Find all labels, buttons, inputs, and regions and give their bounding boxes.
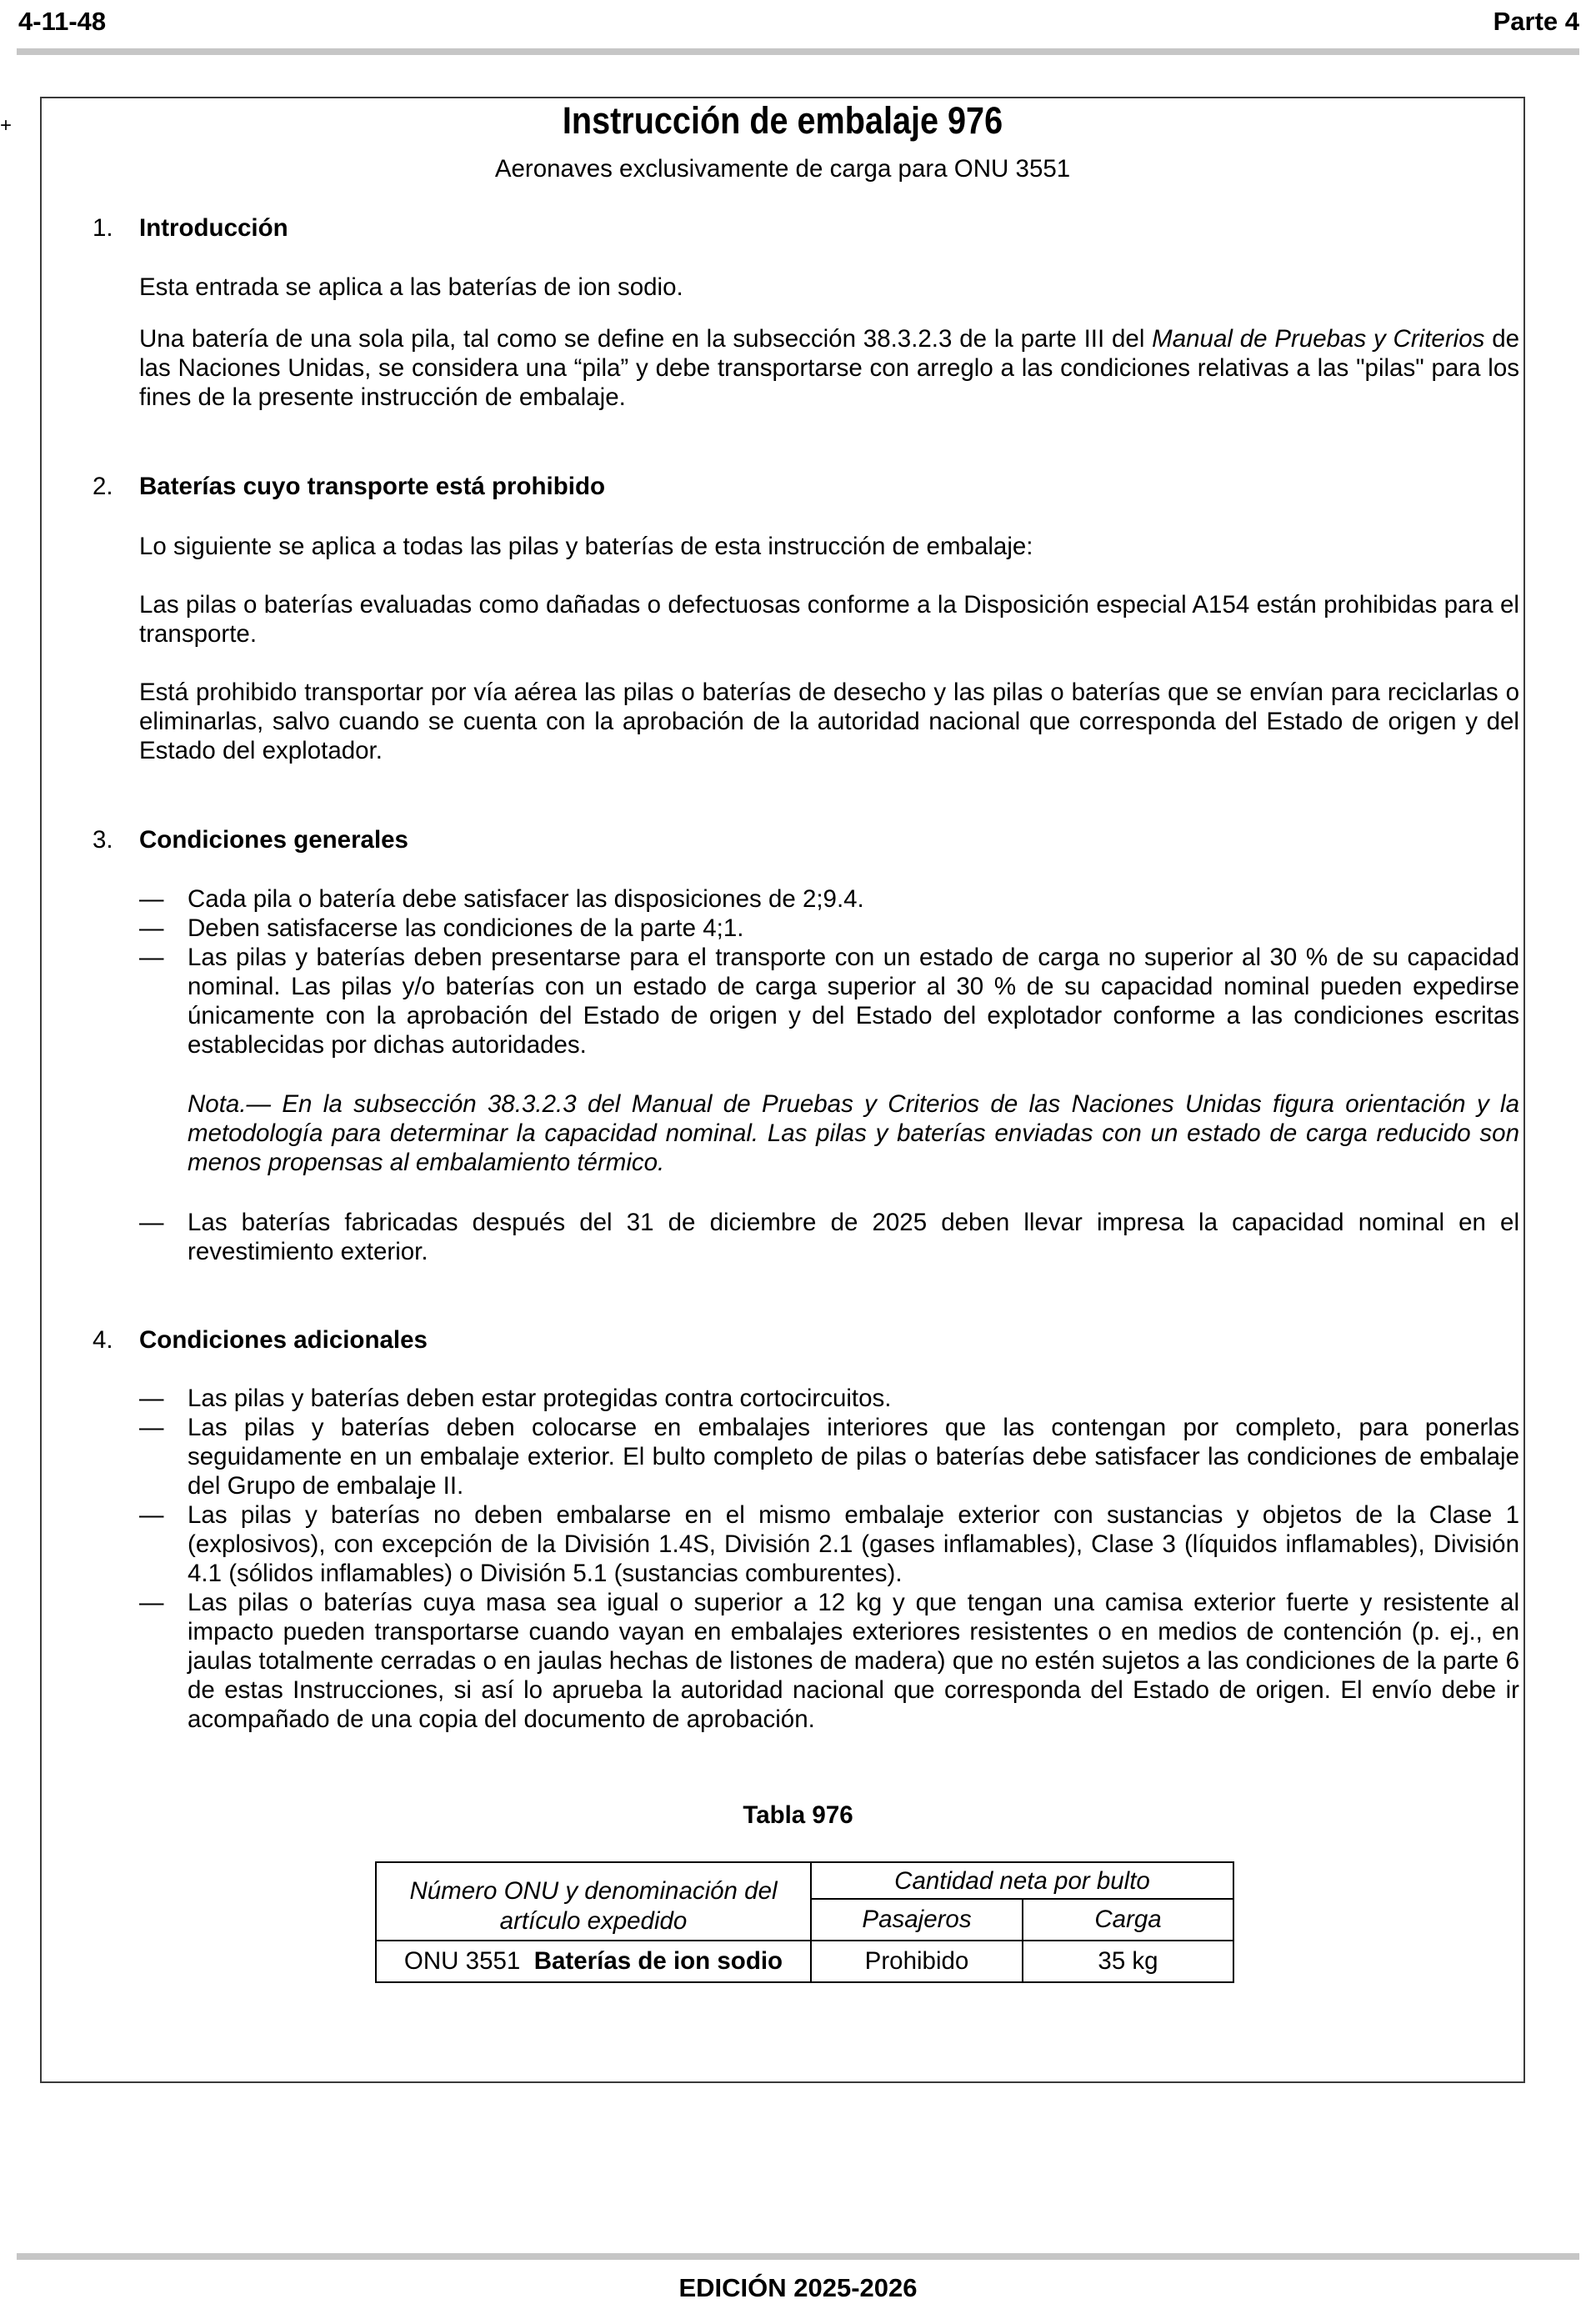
section-1-paragraph-1: Esta entrada se aplica a las baterías de ion sodio. [139, 273, 683, 301]
dash: — [139, 944, 164, 971]
un-number: ONU 3551 [403, 1947, 521, 1975]
section-1-number: 1. [93, 214, 113, 242]
edition-footer: EDICIÓN 2025-2026 [678, 2273, 918, 2302]
list-item [139, 914, 1519, 943]
part-label: Parte 4 [1493, 7, 1579, 36]
dash: — [139, 1414, 164, 1441]
proper-shipping-name: Baterías de ion sodio [533, 1947, 783, 1975]
manual-title: Manual de Pruebas y Criterios [1152, 325, 1485, 353]
list-item-text: Las pilas y baterías deben estar protegidas contra cortocircuitos. [188, 1385, 892, 1412]
table-row [376, 1941, 1233, 1982]
dash: — [139, 885, 164, 913]
section-2-title: Baterías cuyo transporte está prohibido [139, 473, 605, 500]
col-header-un-number: Número ONU y denominación del artículo expedido [376, 1862, 811, 1941]
paragraph-text: Una batería de una sola pila, tal como se define en la subsección 38.3.2.3 de la parte III del [139, 325, 1153, 353]
list-item [139, 1500, 1519, 1588]
table-cell-entry [376, 1941, 811, 1982]
col-header-cargo: Carga [1023, 1899, 1233, 1941]
list-item-text: Las baterías fabricadas después del 31 de diciembre de 2025 deben llevar impresa la capacidad nominal en el revestimiento exterior. [188, 1209, 1519, 1265]
list-item [139, 1413, 1519, 1500]
group-header-net-quantity: Cantidad neta por bulto [811, 1862, 1233, 1899]
dash: — [139, 1589, 164, 1616]
col-header-passengers: Pasajeros [811, 1899, 1023, 1941]
list-item [139, 1588, 1519, 1734]
footer-rule [17, 2253, 1579, 2260]
dash: — [139, 1385, 164, 1412]
margin-mark: + [0, 114, 13, 137]
section-2-number: 2. [93, 473, 113, 500]
packing-table [375, 1861, 1234, 1983]
section-3-title: Condiciones generales [139, 826, 408, 854]
page-title: Instrucción de embalaje 976 [562, 99, 1003, 142]
list-item-text: Las pilas y baterías deben colocarse en embalajes interiores que las contengan por completo, para ponerlas seguidamente en un embalaje exterior. El bulto completo de pilas o baterías debe satisfacer las condiciones de embalaje del Grupo de embalaje II. [188, 1414, 1519, 1500]
dash: — [139, 1501, 164, 1529]
section-3-number: 3. [93, 826, 113, 854]
section-2-paragraph-2: Las pilas o baterías evaluadas como dañadas o defectuosas conforme a la Disposición especial A154 están prohibidas para el transporte. [139, 591, 1519, 648]
dash: — [139, 914, 164, 942]
dash: — [139, 1209, 164, 1236]
page-subtitle: Aeronaves exclusivamente de carga para ONU 3551 [494, 155, 1071, 183]
list-item [139, 943, 1519, 1059]
list-item-text: Las pilas y baterías no deben embalarse en el mismo embalaje exterior con sustancias y objetos de la Clase 1 (explosivos), con excepción de la División 1.4S, División 2.1 (gases inflamables), Clase 3 (líquidos inflamables), División 4.1 (sólidos inflamables) o División 5.1 (sustancias comburentes). [188, 1501, 1519, 1587]
list-item [139, 884, 1519, 914]
section-4-title: Condiciones adicionales [139, 1326, 428, 1354]
section-2-paragraph-1: Lo siguiente se aplica a todas las pilas y baterías de esta instrucción de embalaje: [139, 533, 1033, 560]
header-rule [17, 48, 1579, 55]
list-item-text: Las pilas o baterías cuya masa sea igual o superior a 12 kg y que tengan una camisa exterior fuerte y resistente al impacto pueden transportarse cuando vayan en embalajes exteriores resistentes o en medios de contención (p. ej., en jaulas totalmente cerradas o en jaulas hechas de listones de madera) que no estén sujetos a las condiciones de la parte 6 de estas Instrucciones, si así lo aprueba la autoridad nacional que corresponda del Estado de origen. El envío debe ir acompañado de una copia del documento de aprobación. [188, 1589, 1519, 1733]
list-item [139, 1384, 1519, 1413]
section-4-number: 4. [93, 1326, 113, 1354]
note: Nota.— En la subsección 38.3.2.3 del Manual de Pruebas y Criterios de las Naciones Unidas figura orientación y la metodología para determinar la capacidad nominal. Las pilas y baterías enviadas con un estado de carga reducido son menos propensas al embalamiento térmico. [188, 1090, 1519, 1176]
paragraph-text: de las Naciones Unidas, se considera una “pila” y debe transportarse con arreglo a las condiciones relativas a las "pilas" para los fines de la presente instrucción de embalaje. [139, 325, 1520, 411]
section-1-paragraph-2 [139, 324, 1519, 412]
list-item-text: Deben satisfacerse las condiciones de la parte 4;1. [188, 914, 744, 942]
table-cell-passengers: Prohibido [811, 1941, 1023, 1982]
list-item-text: Las pilas y baterías deben presentarse para el transporte con un estado de carga no superior al 30 % de su capacidad nominal. Las pilas y/o baterías con un estado de carga superior al 30 % de su capacidad nominal pueden expedirse únicamente con la aprobación del Estado de origen y del Estado del explotador conforme a las condiciones escritas establecidas por dichas autoridades. [188, 944, 1519, 1059]
page-number: 4-11-48 [18, 7, 107, 36]
table-caption: Tabla 976 [743, 1801, 853, 1829]
section-1-title: Introducción [139, 214, 288, 242]
table-cell-cargo: 35 kg [1023, 1941, 1233, 1982]
list-item-text: Cada pila o batería debe satisfacer las disposiciones de 2;9.4. [188, 885, 864, 913]
list-item [139, 1208, 1519, 1266]
section-2-paragraph-3: Está prohibido transportar por vía aérea las pilas o baterías de desecho y las pilas o baterías que se envían para reciclarlas o eliminarlas, salvo cuando se cuenta con la aprobación de la autoridad nacional que corresponda del Estado de origen y del Estado del explotador. [139, 679, 1519, 764]
